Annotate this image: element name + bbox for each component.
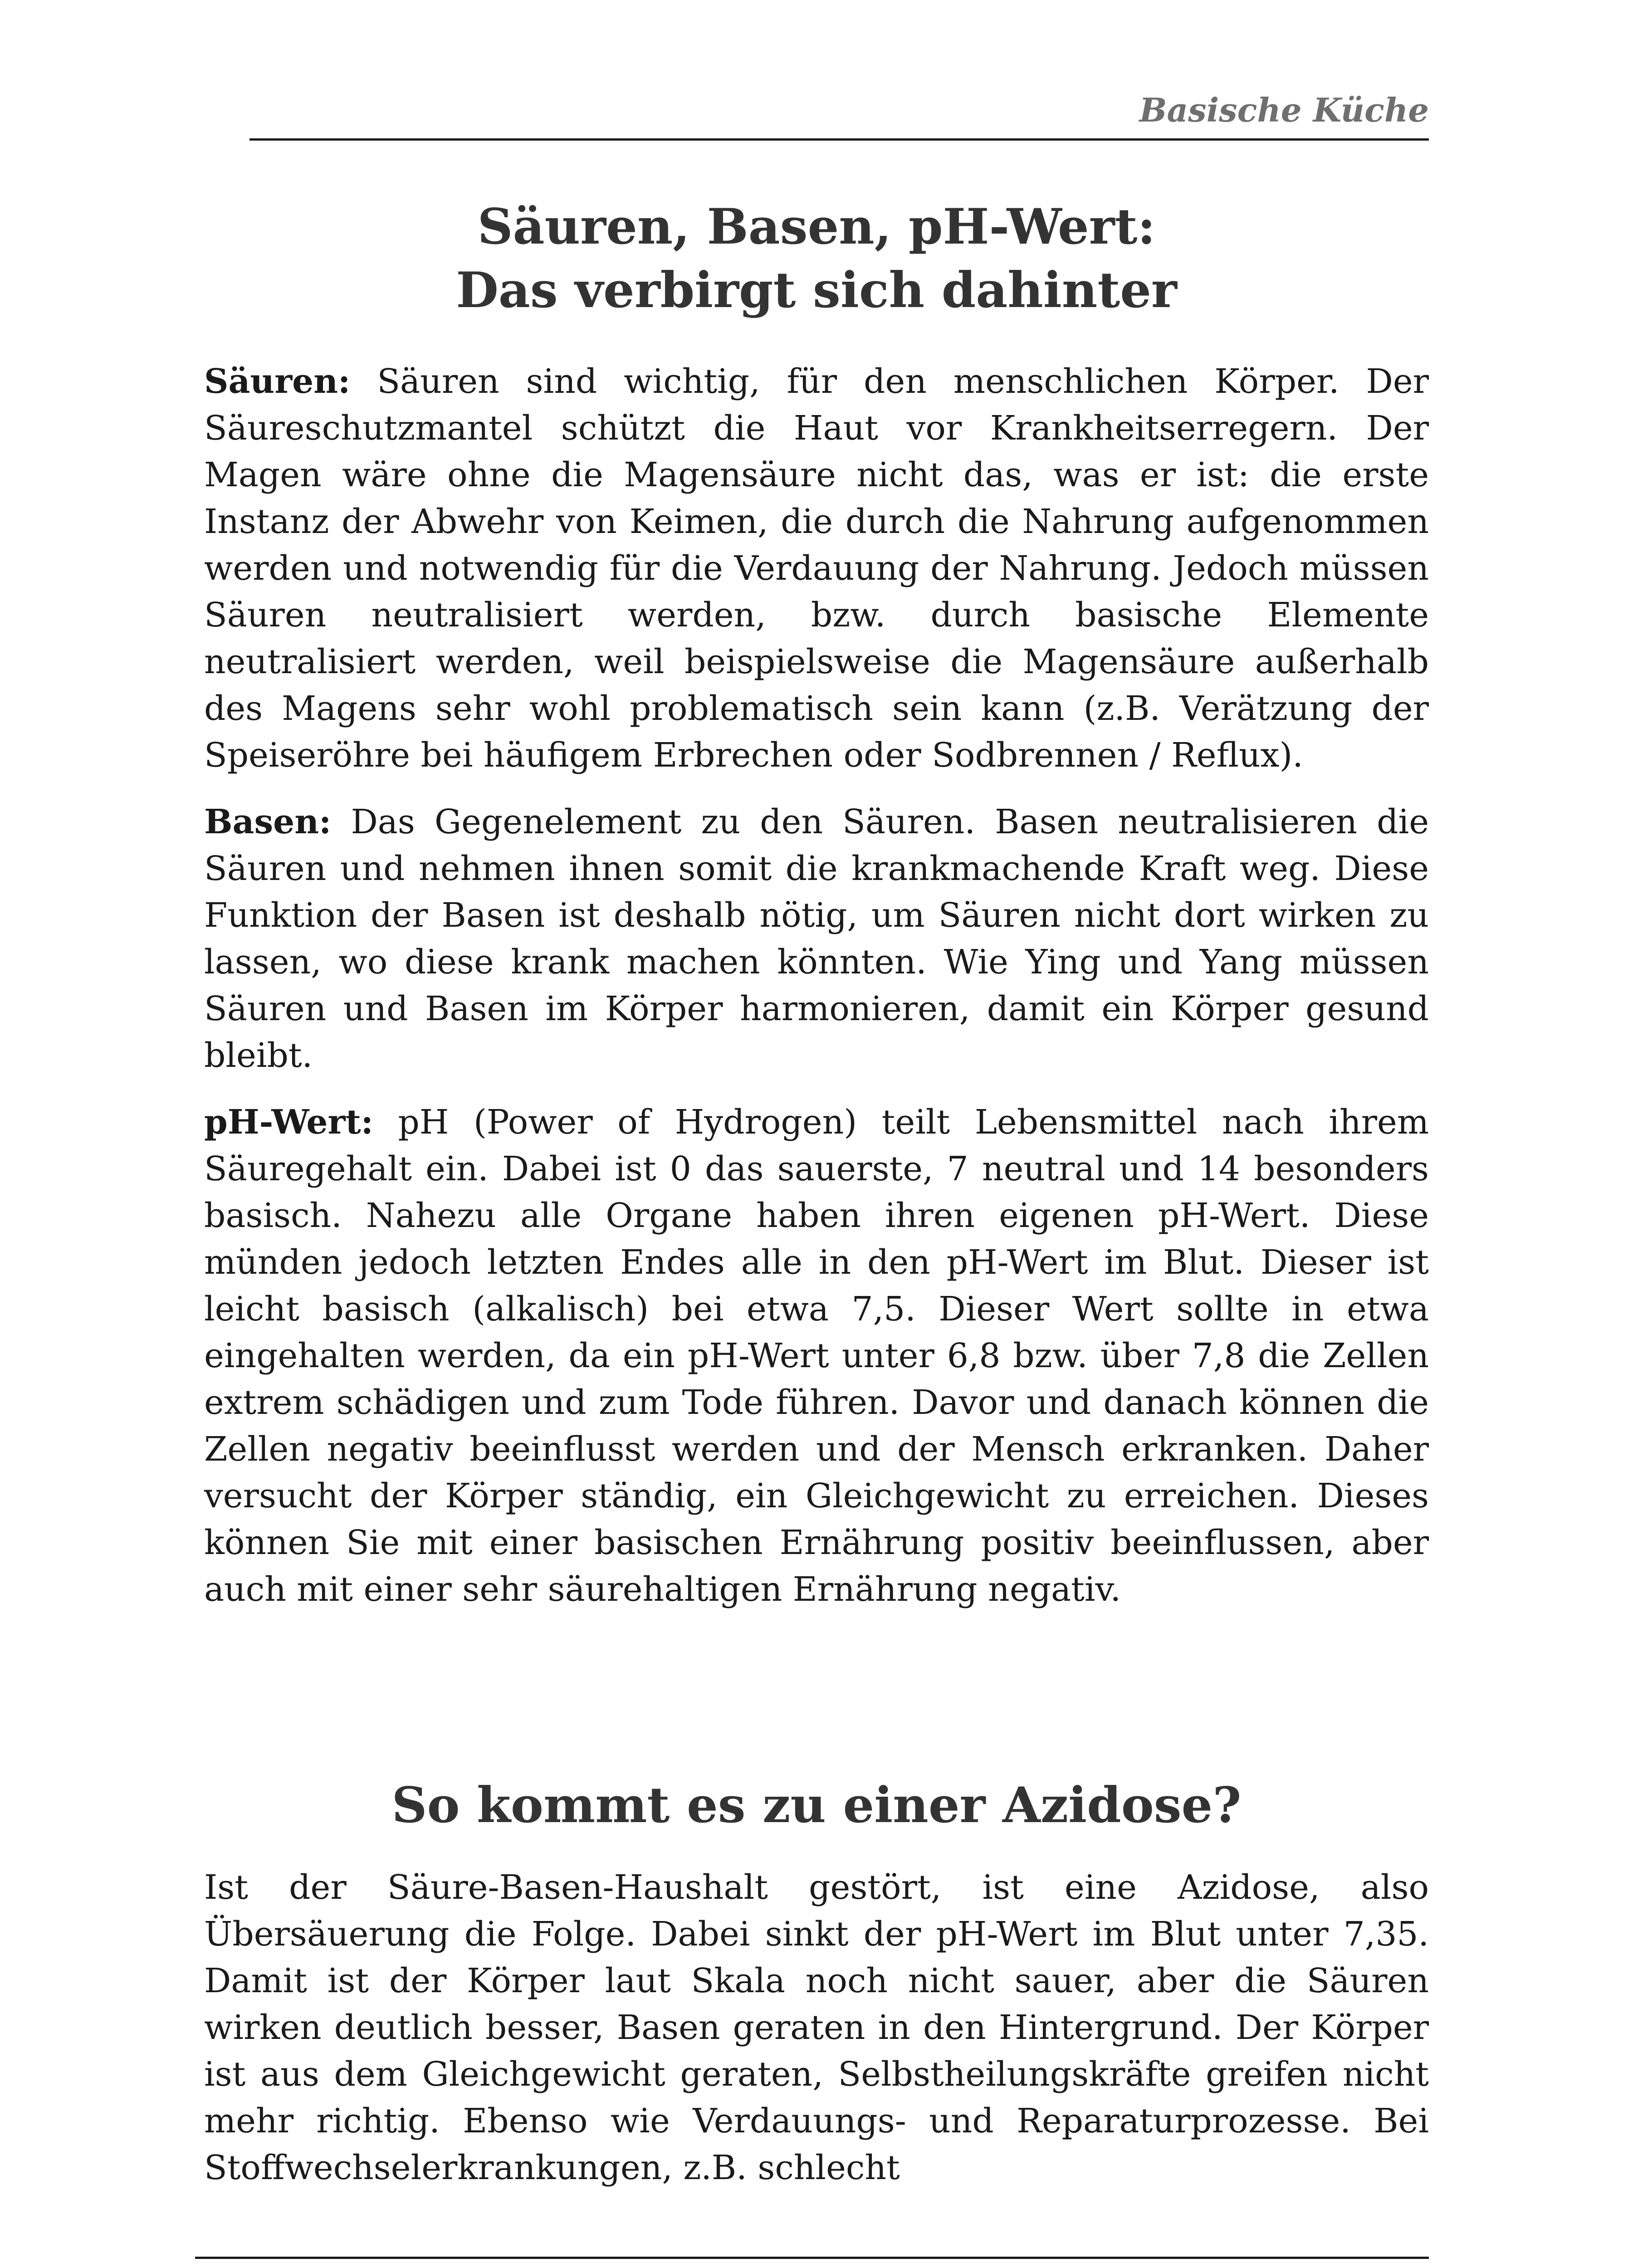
page-title-line-2: Das verbirgt sich dahinter [456,262,1177,319]
section-body [204,1864,1429,2211]
paragraph-azidose: Ist der Säure-Basen-Haushalt gestört, ist eine Azidose, also Übersäuerung die Folge. Dabei sinkt der pH-Wert im Blut unter 7,35. Damit ist der Körper laut Skala noch nicht sauer, aber die Säuren wirken deutlich besser, Basen geraten in den Hintergrund. Der Körper ist aus dem Gleichgewicht geraten, Selbstheilungskräfte greifen nicht mehr richtig. Ebenso wie Verdauungs- und Reparaturprozesse. Bei Stoffwechselerkrankungen, z.B. schlecht [204,1868,1429,2187]
main-body [204,358,1429,1633]
page-title-line-1: Säuren, Basen, pH-Wert: [477,198,1156,255]
page-title [204,195,1429,322]
footer-rule [195,2257,1429,2259]
header-rule [249,138,1429,141]
paragraph-saeuren [204,358,1429,779]
paragraph-lead: pH-Wert: [204,1103,373,1142]
paragraph-lead: Säuren: [204,362,351,401]
paragraph-text: Säuren sind wichtig, für den menschlichen Körper. Der Säureschutzmantel schützt die Haut vor Krankheitserregern. Der Magen wäre ohne die Magensäure nicht das, was er ist: die erste Instanz der Abwehr von Keimen, die durch die Nahrung aufgenommen werden und notwendig für die Verdauung der Nahrung. Jedoch müssen Säuren neutralisiert werden, bzw. durch basische Elemente neutralisiert werden, weil beispielsweise die Magensäure außerhalb des Magens sehr wohl problematisch sein kann (z.B. Verätzung der Speiseröhre bei häufigem Erbrechen oder Sodbrennen / Reflux). [204,362,1429,775]
paragraph-basen [204,799,1429,1079]
paragraph-ph-wert [204,1099,1429,1613]
running-header: Basische Küche [1139,91,1429,129]
paragraph-text: pH (Power of Hydrogen) teilt Lebensmittel nach ihrem Säuregehalt ein. Dabei ist 0 das sauerste, 7 neutral und 14 besonders basisch. Nahezu alle Organe haben ihren eigenen pH-Wert. Diese münden jedoch letzten Endes alle in den pH-Wert im Blut. Dieser ist leicht basisch (alkalisch) bei etwa 7,5. Dieser Wert sollte in etwa eingehalten werden, da ein pH-Wert unter 6,8 bzw. über 7,8 die Zellen extrem schädigen und zum Tode führen. Davor und danach können die Zellen negativ beeinflusst werden und der Mensch erkranken. Daher versucht der Körper ständig, ein Gleichgewicht zu erreichen. Dieses können Sie mit einer basischen Ernährung positiv beeinflussen, aber auch mit einer sehr säurehaltigen Ernährung negativ. [204,1103,1429,1609]
paragraph-text: Das Gegenelement zu den Säuren. Basen neutralisieren die Säuren und nehmen ihnen somit die krankmachende Kraft weg. Diese Funktion der Basen ist deshalb nötig, um Säuren nicht dort wirken zu lassen, wo diese krank machen könnten. Wie Ying und Yang müssen Säuren und Basen im Körper harmonieren, damit ein Körper gesund bleibt. [204,802,1429,1075]
paragraph-lead: Basen: [204,802,332,841]
section-heading: So kommt es zu einer Azidose? [391,1777,1242,1834]
